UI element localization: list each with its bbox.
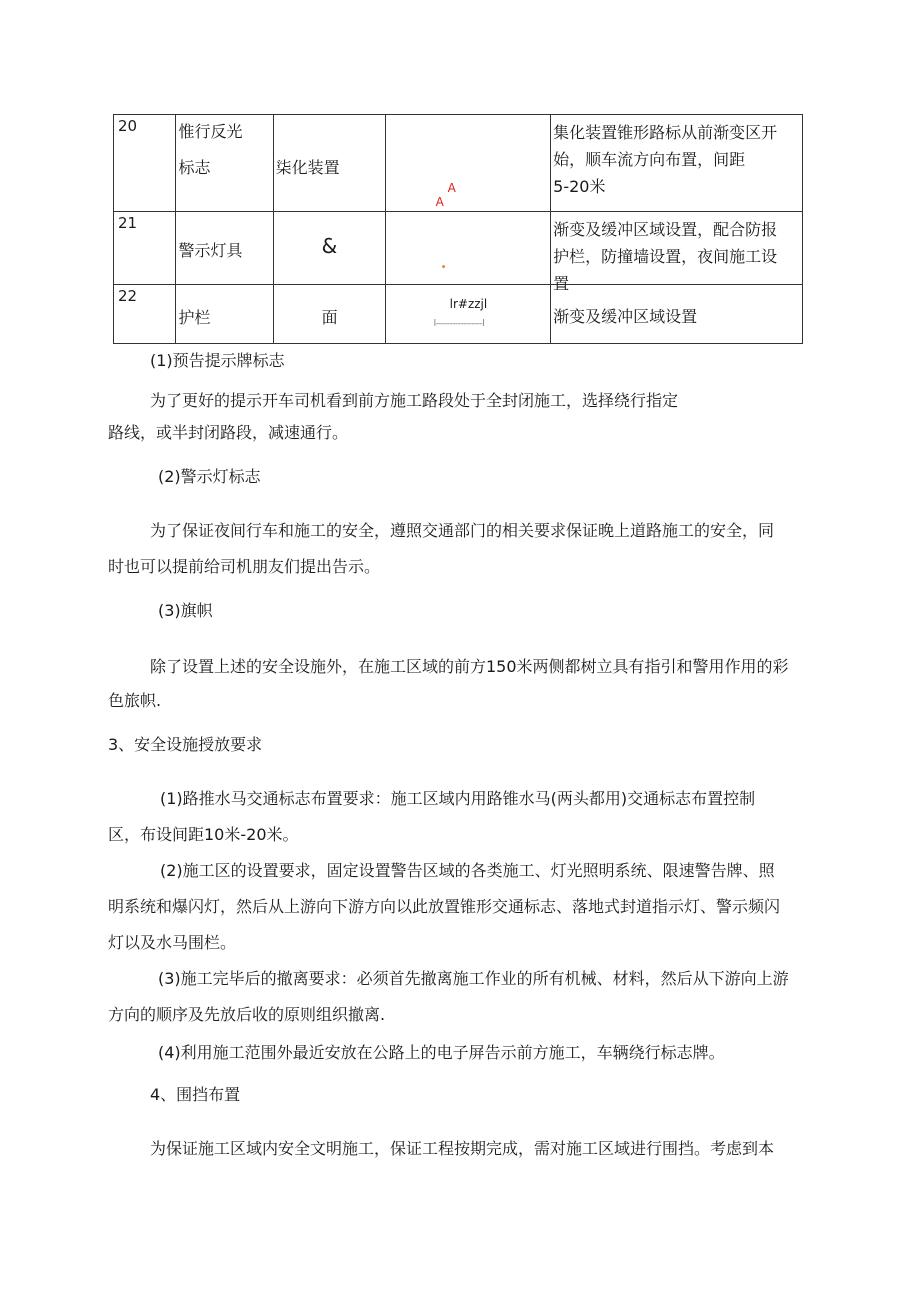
section-4-heading: 4、围挡布置	[150, 1085, 241, 1104]
paragraph-line: 明系统和爆闪灯，然后从上游向下游方向以此放置锥形交通标志、落地式封道指示灯、警示频闪	[108, 897, 781, 916]
paragraph-line: (4)利用施工范围外最近安放在公路上的电子屏告示前方施工，车辆绕行标志牌。	[158, 1043, 725, 1062]
heading-3: (3)旗帜	[158, 601, 213, 620]
paragraph-line: 路线，或半封闭路段，减速通行。	[108, 423, 349, 442]
paragraph-line: 灯以及水马围栏。	[108, 933, 237, 952]
desc-line: 护栏，防撞墙设置，夜间施工设	[553, 247, 778, 266]
desc-line: 始，顺车流方向布置，间距	[553, 150, 746, 169]
facility-symbol: &	[321, 234, 338, 258]
facility-name: 护栏	[178, 308, 211, 327]
paragraph-line: 区，布设间距10米-20米。	[108, 825, 299, 844]
row-number: 22	[118, 287, 138, 305]
paragraph-line: (2)施工区的设置要求，固定设置警告区域的各类施工、灯光照明系统、限速警告牌、照	[160, 861, 775, 880]
paragraph-line: (3)施工完毕后的撤离要求：必须首先撤离施工作业的所有机械、材料，然后从下游向上游	[158, 969, 789, 988]
paragraph-line: 为保证施工区域内安全文明施工，保证工程按期完成，需对施工区域进行围挡。考虑到本	[150, 1139, 775, 1158]
desc-line: 集化装置锥形路标从前渐变区开	[553, 123, 778, 142]
heading-2: (2)警示灯标志	[158, 467, 261, 486]
facility-symbol: 面	[321, 308, 338, 327]
lamp-mark: •	[440, 262, 447, 273]
desc-line: 渐变及缓冲区域设置，配合防报	[553, 220, 778, 239]
table-row	[114, 115, 803, 212]
paragraph-line: 为了保证夜间行车和施工的安全，遵照交通部门的相关要求保证晚上道路施工的安全，同	[150, 521, 775, 540]
desc-line: 渐变及缓冲区域设置	[553, 307, 698, 326]
facility-description	[553, 303, 796, 330]
facility-description	[553, 119, 796, 200]
table-row	[114, 212, 803, 285]
row-number: 21	[118, 214, 138, 232]
paragraph-line: 除了设置上述的安全设施外，在施工区域的前方150米两侧都树立具有指引和警用作用的彩	[150, 657, 789, 676]
cone-mark: A	[447, 181, 456, 195]
paragraph-line: (1)路推水马交通标志布置要求：施工区域内用路锥水马(两头都用)交通标志布置控制	[160, 789, 756, 808]
facility-name-cont: 标志	[178, 158, 211, 177]
table-row	[114, 285, 803, 344]
row-number: 20	[118, 117, 138, 135]
paragraph-line: 色旅帜.	[108, 691, 162, 710]
barrier-label: lr#zzjl	[449, 297, 488, 311]
paragraph-line: 为了更好的提示开车司机看到前方施工路段处于全封闭施工，选择绕行指定	[150, 391, 679, 410]
barrier-dash: l-----------------l	[433, 319, 485, 329]
facility-name: 惟行反光	[178, 122, 243, 141]
paragraph-line: 时也可以提前给司机朋友们提出告示。	[108, 557, 381, 576]
facility-symbol: 柒化装置	[275, 158, 340, 177]
facility-table	[113, 114, 803, 344]
section-3-heading: 3、安全设施授放要求	[108, 735, 263, 754]
heading-1: (1)预告提示牌标志	[150, 351, 285, 370]
desc-line: 5-20米	[553, 177, 606, 196]
paragraph-line: 方向的顺序及先放后收的原则组织撤离.	[108, 1005, 386, 1024]
cone-mark: A	[435, 195, 444, 209]
facility-name: 警示灯具	[178, 241, 243, 260]
desc-line: 置	[553, 274, 570, 293]
